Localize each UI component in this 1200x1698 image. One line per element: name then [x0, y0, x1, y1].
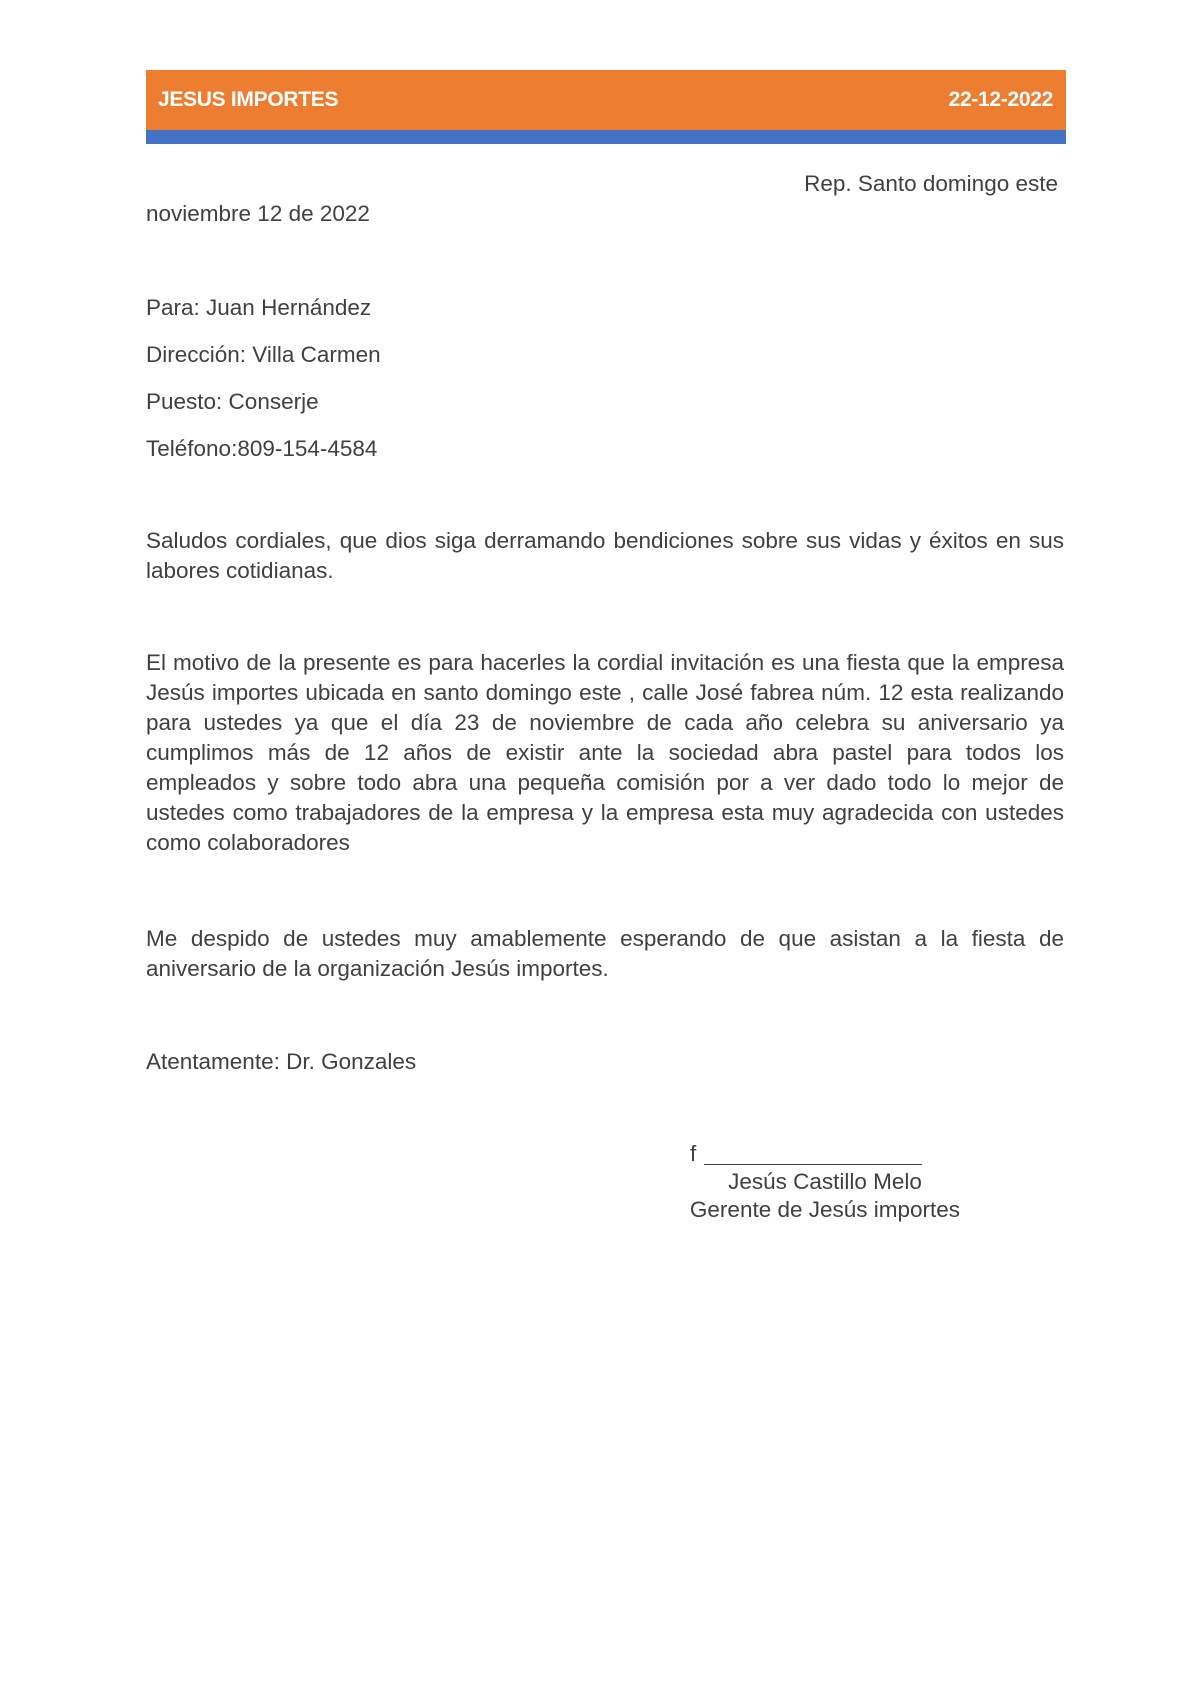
- signer-name: Jesús Castillo Melo: [728, 1169, 922, 1194]
- recipient-position: Puesto: Conserje: [146, 389, 319, 414]
- greeting-paragraph: Saludos cordiales, que dios siga derramando bendiciones sobre sus vidas y éxitos en sus labores cotidianas.: [146, 528, 1064, 583]
- recipient-address: Dirección: Villa Carmen: [146, 342, 381, 367]
- signature-line-row: [640, 1140, 1010, 1168]
- sign-off: Atentamente: Dr. Gonzales: [146, 1049, 417, 1074]
- company-name: JESUS IMPORTES: [158, 88, 339, 111]
- signer-title: Gerente de Jesús importes: [689, 1197, 961, 1222]
- header-bar: [146, 70, 1066, 130]
- signature-mark: f: [690, 1141, 697, 1166]
- body-paragraph: El motivo de la presente es para hacerles la cordial invitación es una fiesta que la empresa Jesús importes ubicada en santo domingo este , calle José fabrea núm. 12 esta realizando para ustedes ya que el día 23 de noviembre de cada año celebra su aniversario ya cumplimos más de 12 años de existir ante la sociedad abra pastel para todos los empleados y sobre todo abra una pequeña comisión por a ver dado todo lo mejor de ustedes como trabajadores de la empresa y la empresa esta muy agradecida con ustedes como colaboradores: [146, 650, 1064, 855]
- recipient-phone: Teléfono:809-154-4584: [146, 436, 378, 461]
- header-date: 22-12-2022: [948, 88, 1053, 111]
- signature-block: [640, 1140, 1010, 1224]
- letter-location: Rep. Santo domingo este: [804, 171, 1058, 196]
- recipient-name: Para: Juan Hernández: [146, 295, 372, 320]
- header-accent-bar: [146, 130, 1066, 144]
- closing-paragraph: Me despido de ustedes muy amablemente esperando de que asistan a la fiesta de aniversario de la organización Jesús importes.: [146, 926, 1064, 981]
- letter-date: noviembre 12 de 2022: [146, 201, 370, 226]
- signature-line: [704, 1164, 922, 1165]
